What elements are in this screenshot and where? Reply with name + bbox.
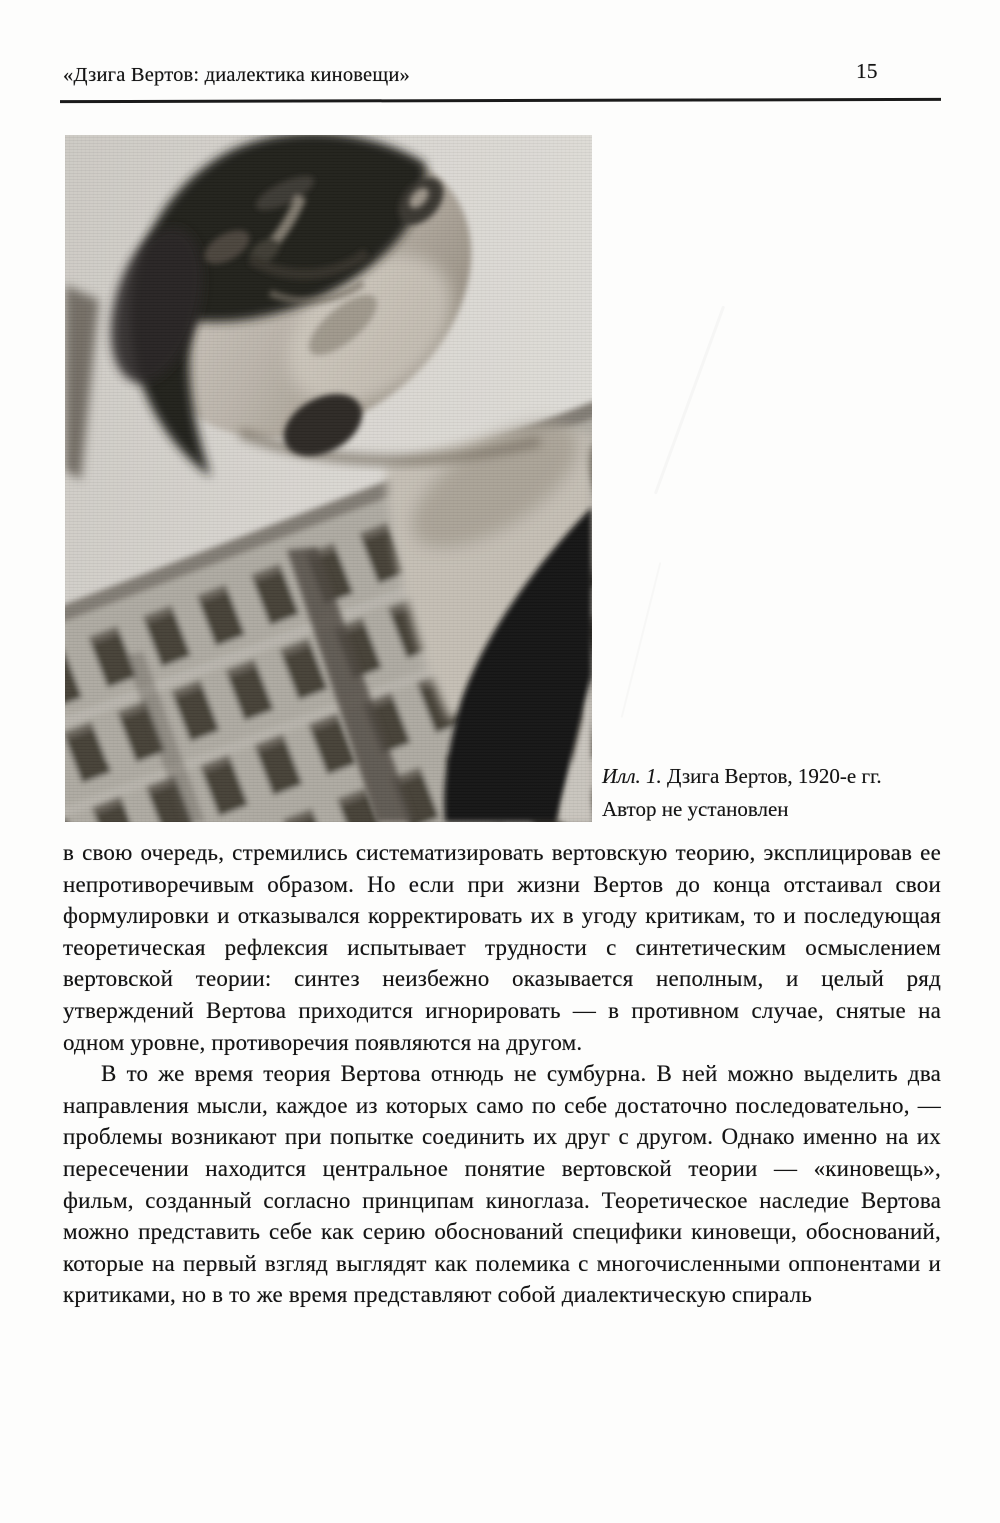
page-title: «Дзига Вертов: диалектика киновещи» [63, 64, 410, 86]
figure-caption [602, 760, 994, 826]
vertov-photograph [65, 135, 592, 822]
photo-illustration [65, 135, 592, 822]
paragraph-second: В то же время теория Вертова отнюдь не сумбурна. В ней можно выделить два направления мысли, каждое из которых само по себе достаточно последовательно, — проблемы возникают при попытке соединить их друг с другом. Однако именно на их пересечении находится центральное понятие вертовской теории — «киновещь», фильм, созданный согласно принципам киноглаза. Теоретическое наследие Вертова можно представить себе как серию обоснований специфики киновещи, обоснований, которые на первый взгляд выглядят как полемика с многочисленными оппонентами и критиками, но в то же время представляют собой диалектическую спираль [63, 1061, 941, 1308]
scan-streak [621, 562, 662, 718]
page-number: 15 [856, 59, 878, 83]
scan-streak [654, 306, 725, 495]
caption-author: Автор не установлен [602, 797, 789, 821]
header-rule [60, 98, 941, 103]
caption-name: Дзига Вертов, 1920-е гг. [661, 764, 882, 788]
caption-label: Илл. 1. [602, 764, 662, 788]
paragraph-continuation: в свою очередь, стремились систематизировать вертовскую теорию, эксплицировав ее непротиворечивым образом. Но если при жизни Вертов до конца отстаивал свои формулировки и отказывался корректировать их в угоду критикам, то и последующая теоретическая рефлексия испытывает трудности с синтетическим осмыслением вертовской теории: синтез неизбежно оказывается неполным, и целый ряд утверждений Вертова приходится игнорировать — в противном случае, снятые на одном уровне, противоречия появляются на другом. [63, 840, 941, 1055]
body-text [63, 837, 941, 1311]
